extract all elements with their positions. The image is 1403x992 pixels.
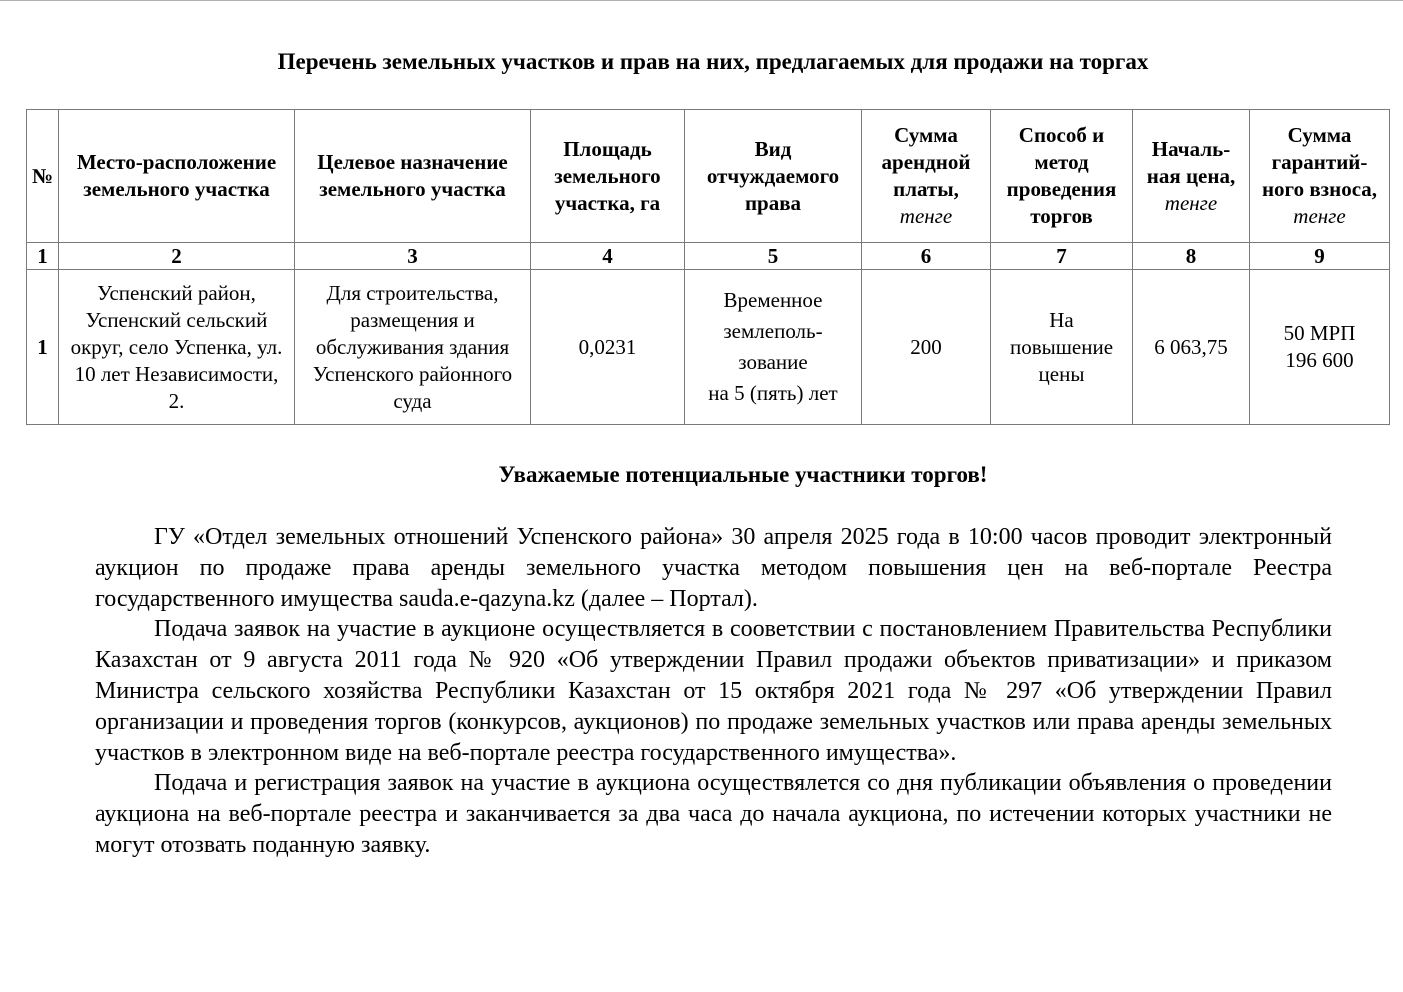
paragraph-registration-period: Подача и регистрация заявок на участие в аукциона осуществялется со дня публикации объявления о проведении аукциона на веб-портале реестра и заканчивается за два часа до начала аукциона, по истечении которых участники не могут отозвать поданную заявку. <box>95 770 1332 858</box>
header-purpose: Целевое назначение земельного участка <box>295 110 531 243</box>
column-number: 1 <box>27 243 59 270</box>
cell-row-number: 1 <box>27 270 59 425</box>
column-number: 6 <box>862 243 991 270</box>
column-number: 5 <box>685 243 862 270</box>
cell-right-type <box>685 270 862 425</box>
header-deposit-unit: тенге <box>1293 204 1346 228</box>
column-number: 2 <box>59 243 295 270</box>
header-rent-amount: Сумма арендной платы, тенге <box>862 110 991 243</box>
column-number: 4 <box>531 243 685 270</box>
column-number: 7 <box>991 243 1133 270</box>
right-type-line: землеполь- <box>723 319 823 343</box>
cell-deposit <box>1250 270 1390 425</box>
cell-location: Успенский район, Успенский сельский округ, село Успенка, ул. 10 лет Независимости, 2. <box>59 270 295 425</box>
land-plots-table <box>26 109 1390 425</box>
cell-purpose: Для строительства, размещения и обслуживания здания Успенского районного суда <box>295 270 531 425</box>
notice-body <box>95 522 1332 861</box>
column-number: 8 <box>1133 243 1250 270</box>
header-rent-unit: тенге <box>899 204 953 228</box>
right-type-line: на 5 (пять) лет <box>708 381 838 405</box>
document-title: Перечень земельных участков и прав на них, предлагаемых для продажи на торгах <box>277 49 1149 74</box>
column-number-row <box>27 243 1390 270</box>
header-method: Способ и метод проведения торгов <box>991 110 1133 243</box>
header-start-price: Началь-ная цена, тенге <box>1133 110 1250 243</box>
right-type-line: зование <box>738 350 808 374</box>
header-area: Площадь земельного участка, га <box>531 110 685 243</box>
header-number: № <box>27 110 59 243</box>
paragraph-auction-announcement: ГУ «Отдел земельных отношений Успенского района» 30 апреля 2025 года в 10:00 часов проводит электронный аукцион по продаже права аренды земельного участка методом повышения цен на веб-портале Реестра государственного имущества sauda.e-qazyna.kz (далее – Портал). <box>95 524 1332 612</box>
column-number: 9 <box>1250 243 1390 270</box>
paragraph-application-basis: Подача заявок на участие в аукционе осуществляется в сооветствии с постановлением Правительства Республики Казахстан от 9 августа 2011 года № 920 «Об утверждении Правил продажи объектов приватизации» и приказом Министра сельского хозяйства Республики Казахстан от 15 октября 2021 года № 297 «Об утверждении Правил организации и проведения торгов (конкурсов, аукционов) по продаже земельных участков или права аренды земельных участков в электронном виде на веб-портале реестра государственного имущества». <box>95 616 1332 766</box>
cell-start-price: 6 063,75 <box>1133 270 1250 425</box>
header-start-price-unit: тенге <box>1164 190 1218 215</box>
cell-method: На повышение цены <box>991 270 1133 425</box>
header-location: Место-расположение земельного участка <box>59 110 295 243</box>
cell-area: 0,0231 <box>531 270 685 425</box>
cell-rent-amount: 200 <box>862 270 991 425</box>
notice-heading: Уважаемые потенциальные участники торгов! <box>498 462 988 487</box>
header-deposit: Сумма гарантий-ного взноса, тенге <box>1250 110 1390 243</box>
deposit-mrp: 50 МРП <box>1283 321 1356 345</box>
table-row <box>27 270 1390 425</box>
column-number: 3 <box>295 243 531 270</box>
header-right-type: Вид отчуждаемого права <box>685 110 862 243</box>
right-type-line: Временное <box>723 288 823 312</box>
deposit-amount: 196 600 <box>1285 348 1354 372</box>
table-header-row <box>27 110 1390 243</box>
